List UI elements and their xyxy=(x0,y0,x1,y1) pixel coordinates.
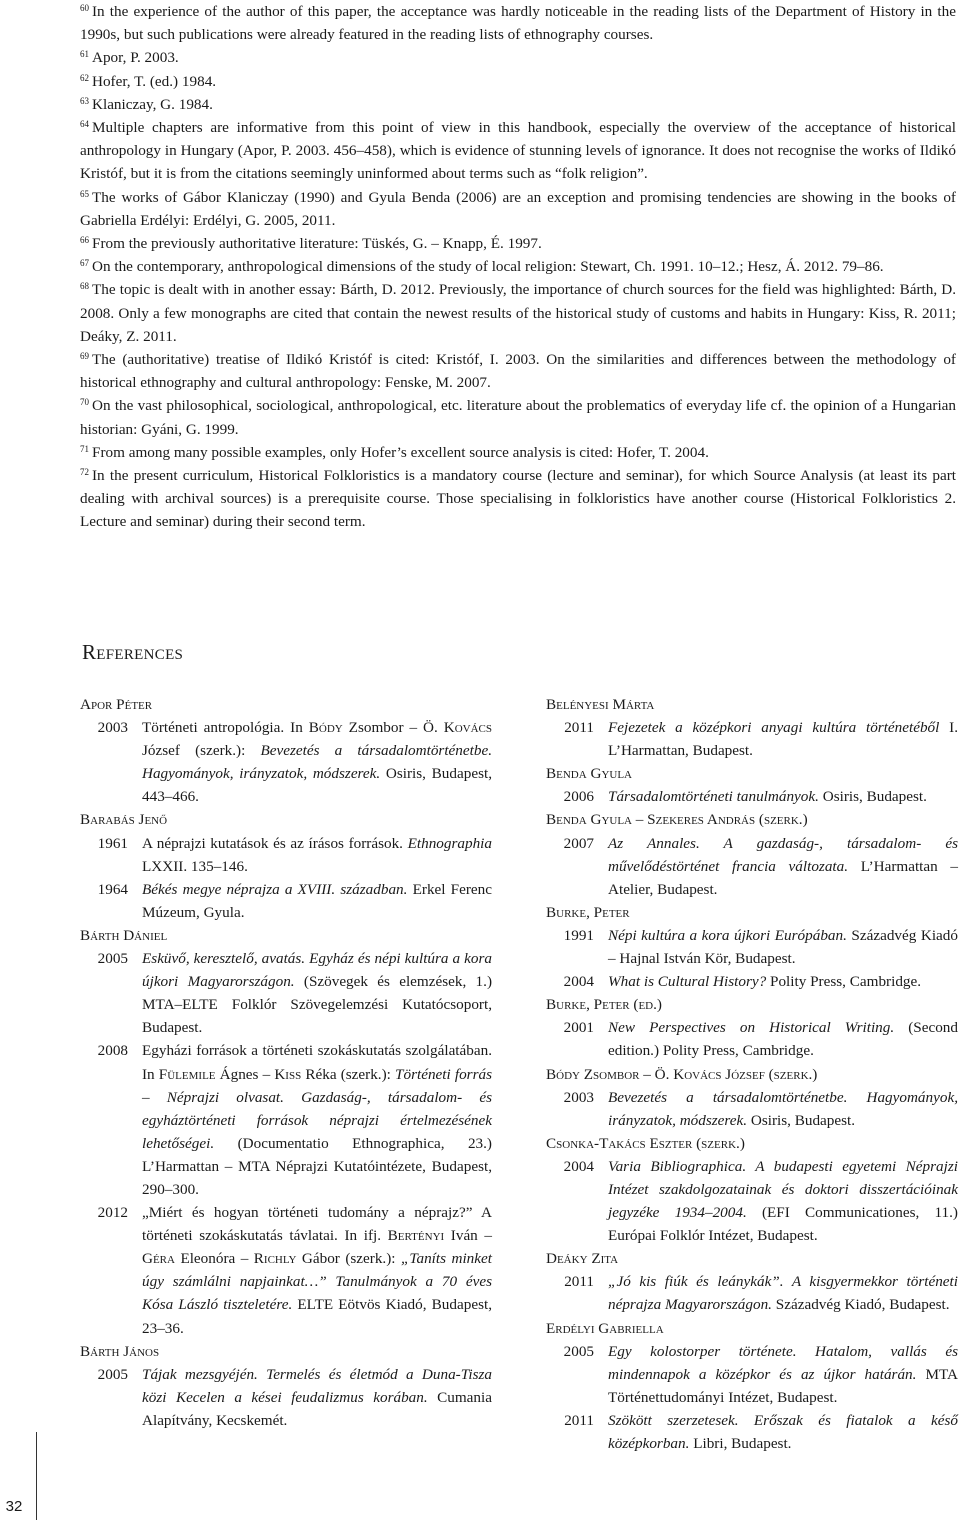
reference-citation: Az Annales. A gazdaság-, társadalom- és művelődéstörténet francia változata. L’Harmattan – Atelier, Budapest. xyxy=(608,834,958,898)
reference-year: 2006 xyxy=(563,788,594,806)
reference-work xyxy=(80,947,492,1039)
footnote-number: 68 xyxy=(80,281,89,292)
reference-year: 1991 xyxy=(563,926,594,944)
reference-work xyxy=(546,1155,958,1247)
footnote-text: From among many possible examples, only Hofer’s excellent source analysis is cited: Hofer, T. 2004. xyxy=(92,443,709,461)
footnote xyxy=(80,232,956,255)
reference-work xyxy=(546,1340,958,1409)
reference-author: Benda Gyula xyxy=(546,765,632,783)
footnote-text: In the experience of the author of this paper, the acceptance was hardly noticeable in the reading lists of the Department of History in the 1990s, but such publications were already featured in the reading lists of ethnography courses. xyxy=(80,3,956,44)
references-right-column xyxy=(546,693,958,1455)
reference-work xyxy=(546,1086,958,1132)
page-number: 32 xyxy=(5,1498,23,1515)
reference-citation: Varia Bibliographica. A budapesti egyetemi Néprajzi Intézet szakdolgozatainak és doktori disszertációinak jegyzéke 1934–2004. (EFI Communicationes, 11.) Európai Folklór Intézet, Budapest. xyxy=(608,1157,958,1245)
footnote-text: In the present curriculum, Historical Folkloristics is a mandatory course (lecture and seminar), for which Source Analysis (at least its part dealing with archival sources) is a prerequisite course. Those specialising in folkloristics have another course (Historical Folkloristics 2. Lecture and seminar) during their second term. xyxy=(80,467,956,531)
reference-citation: Tájak mezsgyéjén. Termelés és életmód a Duna-Tisza közi Kecelen a kései feudalizmus korában. Cumania Alapítvány, Kecskemét. xyxy=(142,1365,492,1429)
reference-entry xyxy=(546,1063,958,1132)
reference-work xyxy=(546,924,958,970)
reference-entry xyxy=(546,808,958,900)
reference-year: 2011 xyxy=(564,1273,594,1291)
footnote xyxy=(80,46,956,69)
reference-author: Barabás Jenő xyxy=(80,811,168,829)
reference-year: 2007 xyxy=(563,834,594,852)
reference-work xyxy=(80,1039,492,1201)
reference-year: 1964 xyxy=(97,880,128,898)
reference-entry xyxy=(546,693,958,762)
reference-year: 2012 xyxy=(97,1204,128,1222)
footnote-text: On the contemporary, anthropological dimensions of the study of local religion: Stewart, Ch. 1991. 10–12.; Hesz, Á. 2012. 79–86. xyxy=(92,258,884,276)
reference-year: 1961 xyxy=(97,834,128,852)
reference-author: Deáky Zita xyxy=(546,1250,619,1268)
footnote-text: From the previously authoritative literature: Tüskés, G. – Knapp, É. 1997. xyxy=(92,235,542,253)
footnote xyxy=(80,186,956,232)
reference-work xyxy=(80,716,492,808)
footnote xyxy=(80,0,956,46)
footnote-number: 66 xyxy=(80,235,89,246)
reference-citation: „Miért és hogyan történeti tudomány a néprajz?” A történeti szokáskutatás távlatai. In ifj. Bertényi Iván – Géra Eleonóra – Richly Gábor (szerk.): „Taníts minket úgy számlálni napjainkat…” Tanulmányok a 70 éves Kósa László tiszteletére. ELTE Eötvös Kiadó, Budapest, 23–36. xyxy=(142,1204,492,1337)
page-edge-rule xyxy=(36,1432,37,1520)
footnote xyxy=(80,255,956,278)
footnote-number: 70 xyxy=(80,397,89,408)
reference-year: 2004 xyxy=(563,973,594,991)
footnote-number: 67 xyxy=(80,258,89,269)
reference-work xyxy=(546,1270,958,1316)
reference-work xyxy=(546,1016,958,1062)
reference-author: Benda Gyula – Szekeres András (szerk.) xyxy=(546,811,808,829)
reference-entry xyxy=(546,901,958,993)
reference-citation: Történeti antropológia. In Bódy Zsombor – Ö. Kovács József (szerk.): Bevezetés a társadalomtörténetbe. Hagyományok, irányzatok, módszerek. Osiris, Budapest, 443–466. xyxy=(142,719,493,806)
reference-author: Belényesi Márta xyxy=(546,696,655,713)
reference-year: 2004 xyxy=(563,1157,594,1175)
reference-citation: Társadalomtörténeti tanulmányok. Osiris, Budapest. xyxy=(608,788,927,806)
reference-entry xyxy=(546,1132,958,1247)
footnote-number: 63 xyxy=(80,95,89,106)
reference-citation: New Perspectives on Historical Writing. (Second edition.) Polity Press, Cambridge. xyxy=(608,1019,958,1060)
footnote-text: Hofer, T. (ed.) 1984. xyxy=(92,72,217,90)
reference-author: Burke, Peter (ed.) xyxy=(546,996,662,1014)
reference-year: 2008 xyxy=(97,1042,128,1060)
footnote-text: The topic is dealt with in another essay: Bárth, D. 2012. Previously, the importance of church sources for the field was highlighted: Bárth, D. 2008. Only a few monographs are cited that contain the newest results of the historical study of customs and habits in Hungary: Kiss, R. 2011; Deáky, Z. 2011. xyxy=(80,281,956,345)
footnote-number: 72 xyxy=(80,467,89,478)
reference-author: Bárth János xyxy=(80,1342,160,1360)
footnote xyxy=(80,464,956,534)
reference-work xyxy=(80,878,492,924)
reference-entry xyxy=(546,1317,958,1456)
footnote-number: 62 xyxy=(80,72,89,83)
footnote-number: 64 xyxy=(80,119,89,130)
reference-citation: Békés megye néprajza a XVIII. században. Erkel Ferenc Múzeum, Gyula. xyxy=(142,880,492,921)
footnote-number: 69 xyxy=(80,351,89,362)
footnote-text: Multiple chapters are informative from this point of view in this handbook, especially the overview of the acceptance of historical anthropology in Hungary (Apor, P. 2003. 456–458), which is evidence of stunning levels of ignorance. It does not recognise the works of Ildikó Kristóf, but it is from the citations seemingly uninformed about terms such as “folk religion”. xyxy=(80,119,956,183)
reference-citation: A néprajzi kutatások és az írásos források. Ethnographia LXXII. 135–146. xyxy=(142,834,492,875)
reference-work xyxy=(80,832,492,878)
footnote xyxy=(80,278,956,348)
reference-year: 2003 xyxy=(97,719,128,737)
reference-work xyxy=(546,1409,958,1455)
reference-citation: Esküvő, keresztelő, avatás. Egyház és népi kultúra a kora újkori Magyarországon. (Szövegek és elemzések, 1.) MTA–ELTE Folklór Szövegelemzési Kutatócsoport, Budapest. xyxy=(142,950,492,1037)
reference-entry xyxy=(80,808,492,923)
footnote-text: The (authoritative) treatise of Ildikó Kristóf is cited: Kristóf, I. 2003. On the similarities and differences between the methodology of historical ethnography and cultural anthropology: Fenske, M. 2007. xyxy=(80,351,956,392)
reference-work xyxy=(546,716,958,762)
reference-citation: Népi kultúra a kora újkori Európában. Századvég Kiadó – Hajnal István Kör, Budapest. xyxy=(608,926,958,968)
reference-citation: Egy kolostorper története. Hatalom, vallás és mindennapok a középkor és az újkor határán. MTA Történettudományi Intézet, Budapest. xyxy=(608,1342,958,1406)
footnote xyxy=(80,441,956,464)
reference-citation: Egyházi források a történeti szokáskutatás szolgálatában. In Fülemile Ágnes – Kiss Réka (szerk.): Történeti forrás – Néprajzi olvasat. Gazdaság-, társadalom- és egyháztörténeti források néprajzi értelmezésének lehetőségei. (Documentatio Ethnographica, 23.) L’Harmattan – MTA Néprajzi Kutatóintézete, Budapest, 290–300. xyxy=(142,1042,492,1198)
reference-entry xyxy=(80,924,492,1340)
reference-work xyxy=(80,1201,492,1340)
references-left-column xyxy=(80,693,492,1432)
footnote xyxy=(80,348,956,394)
reference-year: 2003 xyxy=(563,1088,594,1106)
reference-author: Bódy Zsombor – Ö. Kovács József (szerk.) xyxy=(546,1065,818,1083)
reference-work xyxy=(546,970,958,993)
reference-entry xyxy=(546,762,958,808)
footnote xyxy=(80,70,956,93)
reference-year: 2005 xyxy=(97,1365,128,1383)
footnote-text: On the vast philosophical, sociological, anthropological, etc. literature about the problematics of everyday life cf. the opinion of a Hungarian historian: Gyáni, G. 1999. xyxy=(80,397,956,438)
footnote-text: Klaniczay, G. 1984. xyxy=(92,95,213,113)
footnote-number: 65 xyxy=(80,188,89,199)
reference-author: Apor Péter xyxy=(80,696,153,713)
reference-author: Bárth Dániel xyxy=(80,926,168,944)
reference-entry xyxy=(546,1247,958,1316)
reference-year: 2001 xyxy=(563,1019,594,1037)
footnote-number: 60 xyxy=(80,3,89,13)
reference-author: Burke, Peter xyxy=(546,903,630,921)
footnote xyxy=(80,116,956,186)
references-heading: References xyxy=(82,640,184,664)
reference-author: Erdélyi Gabriella xyxy=(546,1319,664,1337)
reference-work xyxy=(80,1363,492,1432)
footnote-text: Apor, P. 2003. xyxy=(92,49,179,67)
footnote xyxy=(80,394,956,440)
footnotes xyxy=(80,0,956,534)
reference-work xyxy=(546,785,958,808)
footnote xyxy=(80,93,956,116)
reference-citation: Fejezetek a középkori anyagi kultúra történetéből I. L’Harmattan, Budapest. xyxy=(608,719,958,760)
footnote-number: 61 xyxy=(80,49,89,60)
reference-work xyxy=(546,832,958,901)
reference-year: 2011 xyxy=(564,719,594,737)
reference-entry xyxy=(80,1340,492,1432)
reference-citation: Bevezetés a társadalomtörténetbe. Hagyományok, irányzatok, módszerek. Osiris, Budapest. xyxy=(608,1088,958,1129)
reference-citation: Szökött szerzetesek. Erőszak és fiatalok a késő középkorban. Libri, Budapest. xyxy=(608,1411,958,1452)
reference-citation: „Jó kis fiúk és leánykák”. A kisgyermekkor történeti néprajza Magyarországon. Századvég Kiadó, Budapest. xyxy=(608,1273,958,1314)
reference-entry xyxy=(546,993,958,1062)
reference-citation: What is Cultural History? Polity Press, Cambridge. xyxy=(608,973,922,991)
footnote-text: The works of Gábor Klaniczay (1990) and Gyula Benda (2006) are an exception and promising tendencies are showing in the books of Gabriella Erdélyi: Erdélyi, G. 2005, 2011. xyxy=(80,188,956,229)
reference-author: Csonka-Takács Eszter (szerk.) xyxy=(546,1134,745,1152)
reference-year: 2005 xyxy=(563,1342,594,1360)
reference-entry xyxy=(80,693,492,808)
reference-year: 2011 xyxy=(564,1411,594,1429)
reference-year: 2005 xyxy=(97,950,128,968)
footnote-number: 71 xyxy=(80,443,89,454)
